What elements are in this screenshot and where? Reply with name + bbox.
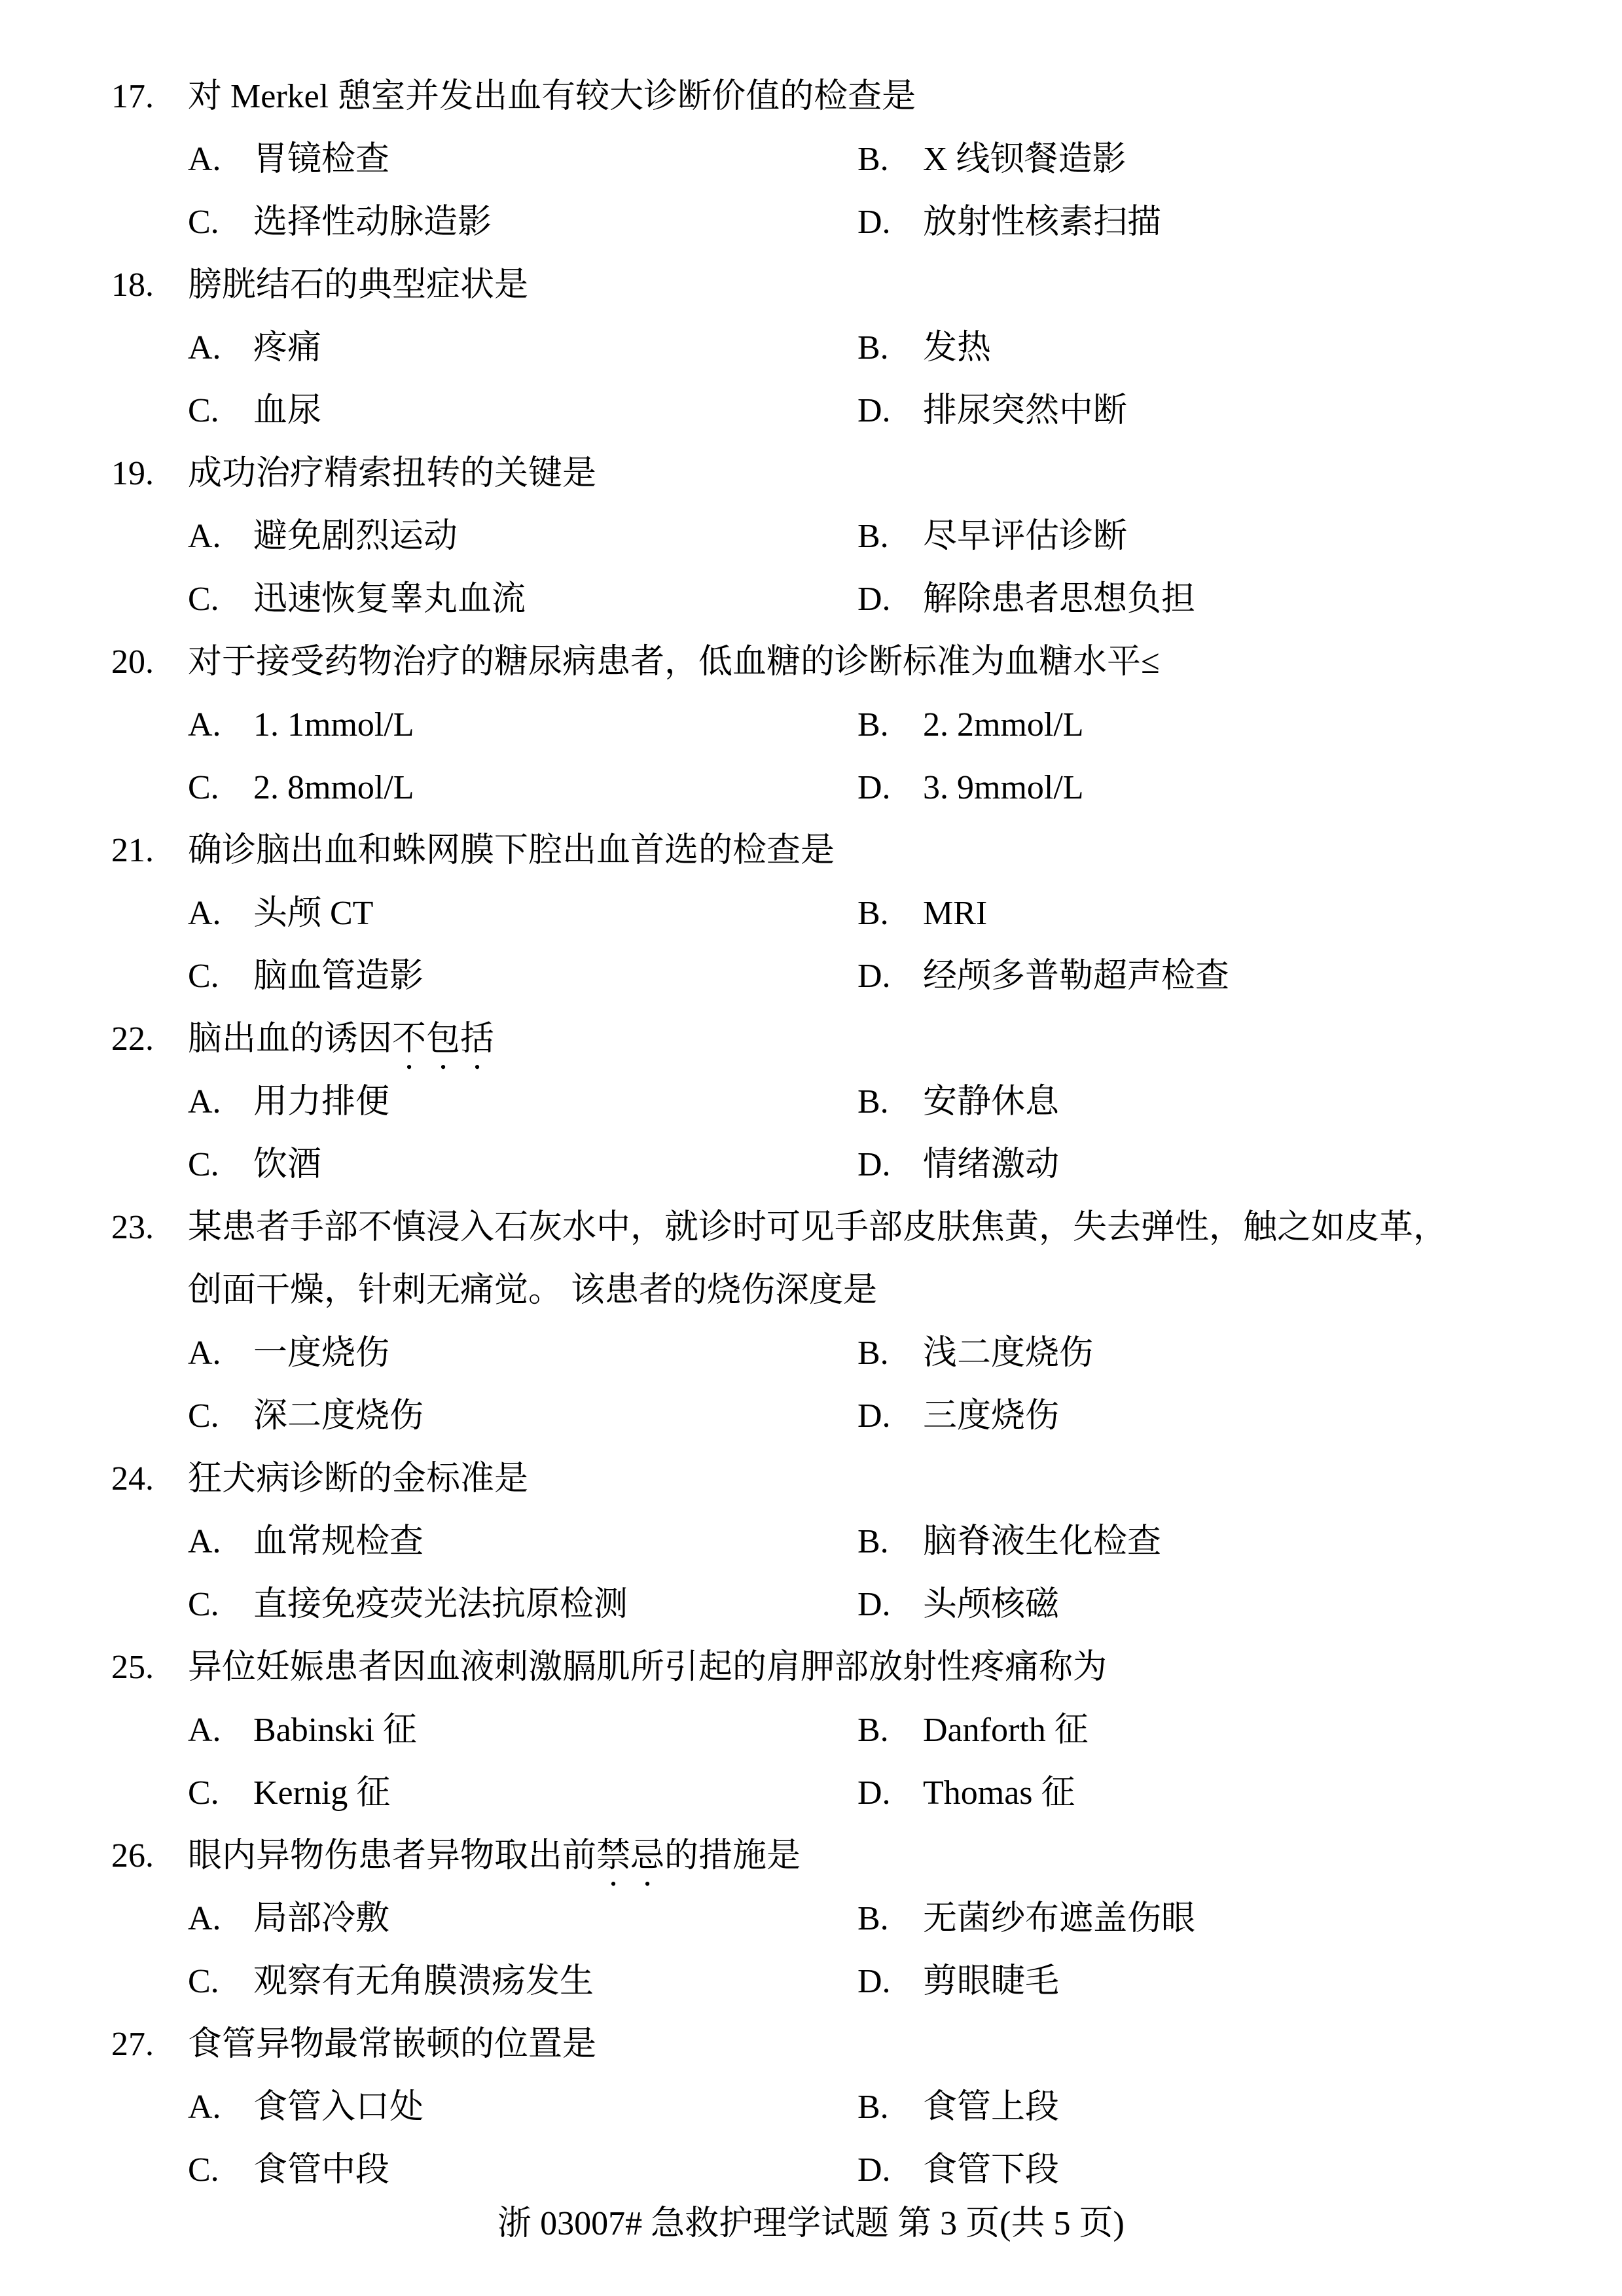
option-d: D. 3. 9mmol/L [857, 769, 1084, 806]
option-c: C. 饮酒 [188, 1146, 322, 1183]
question-number: 22. [111, 1020, 154, 1058]
question-number: 25. [111, 1649, 154, 1686]
question-number: 26. [111, 1837, 154, 1874]
emphasized-text: 不包括 [392, 1020, 495, 1058]
option-d: D. 排尿突然中断 [857, 392, 1128, 429]
option-b: B. 无菌纱布遮盖伤眼 [857, 1900, 1196, 1937]
option-c: C. 血尿 [188, 392, 322, 429]
option-b: B. Danforth 征 [857, 1712, 1089, 1749]
question-number: 27. [111, 2026, 154, 2063]
option-c: C. Kernig 征 [188, 1774, 391, 1812]
option-d: D. 食管下段 [857, 2151, 1060, 2189]
option-a: A. 食管入口处 [188, 2089, 424, 2126]
option-c: C. 迅速恢复睾丸血流 [188, 581, 526, 618]
option-c: C. 直接免疫荧光法抗原检测 [188, 1586, 628, 1623]
question-text: 脑出血的诱因不包括 [188, 1020, 495, 1058]
option-b: B. 发热 [857, 329, 992, 367]
option-d: D. 经颅多普勒超声检查 [857, 958, 1230, 995]
option-c: C. 食管中段 [188, 2151, 390, 2189]
question-number: 23. [111, 1209, 154, 1246]
option-b: B. 安静休息 [857, 1083, 1060, 1121]
option-a: A. 避免剧烈运动 [188, 518, 458, 555]
question-number: 19. [111, 455, 154, 492]
option-c: C. 深二度烧伤 [188, 1397, 424, 1435]
option-b: B. 食管上段 [857, 2089, 1060, 2126]
option-b: B. 尽早评估诊断 [857, 518, 1128, 555]
option-c: C. 观察有无角膜溃疡发生 [188, 1963, 594, 2000]
emphasized-text: 禁忌 [596, 1837, 665, 1874]
question-text: 膀胱结石的典型症状是 [188, 266, 529, 304]
option-d: D. 三度烧伤 [857, 1397, 1060, 1435]
option-b: B. 2. 2mmol/L [857, 706, 1084, 744]
question-text: 对 Merkel 憩室并发出血有较大诊断价值的检查是 [188, 78, 916, 115]
question-number: 21. [111, 832, 154, 869]
option-d: D. 情绪激动 [857, 1146, 1060, 1183]
page-footer: 浙 03007# 急救护理学试题 第 3 页(共 5 页) [497, 2205, 1125, 2242]
question-text: 成功治疗精索扭转的关键是 [188, 455, 597, 492]
question-number: 17. [111, 78, 154, 115]
option-b: B. 脑脊液生化检查 [857, 1523, 1162, 1560]
question-text: 食管异物最常嵌顿的位置是 [188, 2026, 597, 2063]
question-number: 20. [111, 643, 154, 681]
option-c: C. 脑血管造影 [188, 958, 424, 995]
option-a: A. 血常规检查 [188, 1523, 424, 1560]
option-c: C. 2. 8mmol/L [188, 769, 414, 806]
option-b: B. MRI [857, 895, 988, 932]
option-d: D. 剪眼睫毛 [857, 1963, 1060, 2000]
question-text-continued: 创面干燥，针刺无痛觉。 该患者的烧伤深度是 [188, 1272, 878, 1309]
option-d: D. 解除患者思想负担 [857, 581, 1196, 618]
option-a: A. 胃镜检查 [188, 141, 390, 178]
option-a: A. 1. 1mmol/L [188, 706, 414, 744]
option-a: A. 用力排便 [188, 1083, 390, 1121]
question-text: 确诊脑出血和蛛网膜下腔出血首选的检查是 [188, 832, 835, 869]
option-b: B. 浅二度烧伤 [857, 1335, 1094, 1372]
question-number: 18. [111, 266, 154, 304]
option-a: A. Babinski 征 [188, 1712, 417, 1749]
option-b: B. X 线钡餐造影 [857, 141, 1126, 178]
option-d: D. 放射性核素扫描 [857, 204, 1162, 241]
option-c: C. 选择性动脉造影 [188, 204, 492, 241]
question-text: 异位妊娠患者因血液刺激膈肌所引起的肩胛部放射性疼痛称为 [188, 1649, 1108, 1686]
option-d: D. 头颅核磁 [857, 1586, 1060, 1623]
question-text: 眼内异物伤患者异物取出前禁忌的措施是 [188, 1837, 801, 1874]
option-a: A. 头颅 CT [188, 895, 374, 932]
option-a: A. 一度烧伤 [188, 1335, 390, 1372]
option-d: D. Thomas 征 [857, 1774, 1075, 1812]
question-number: 24. [111, 1460, 154, 1498]
question-text: 狂犬病诊断的金标准是 [188, 1460, 529, 1498]
question-text: 某患者手部不慎浸入石灰水中，就诊时可见手部皮肤焦黄，失去弹性，触之如皮革， [188, 1209, 1448, 1246]
option-a: A. 局部冷敷 [188, 1900, 390, 1937]
option-a: A. 疼痛 [188, 329, 322, 367]
question-text: 对于接受药物治疗的糖尿病患者，低血糖的诊断标准为血糖水平≤ [188, 643, 1160, 681]
